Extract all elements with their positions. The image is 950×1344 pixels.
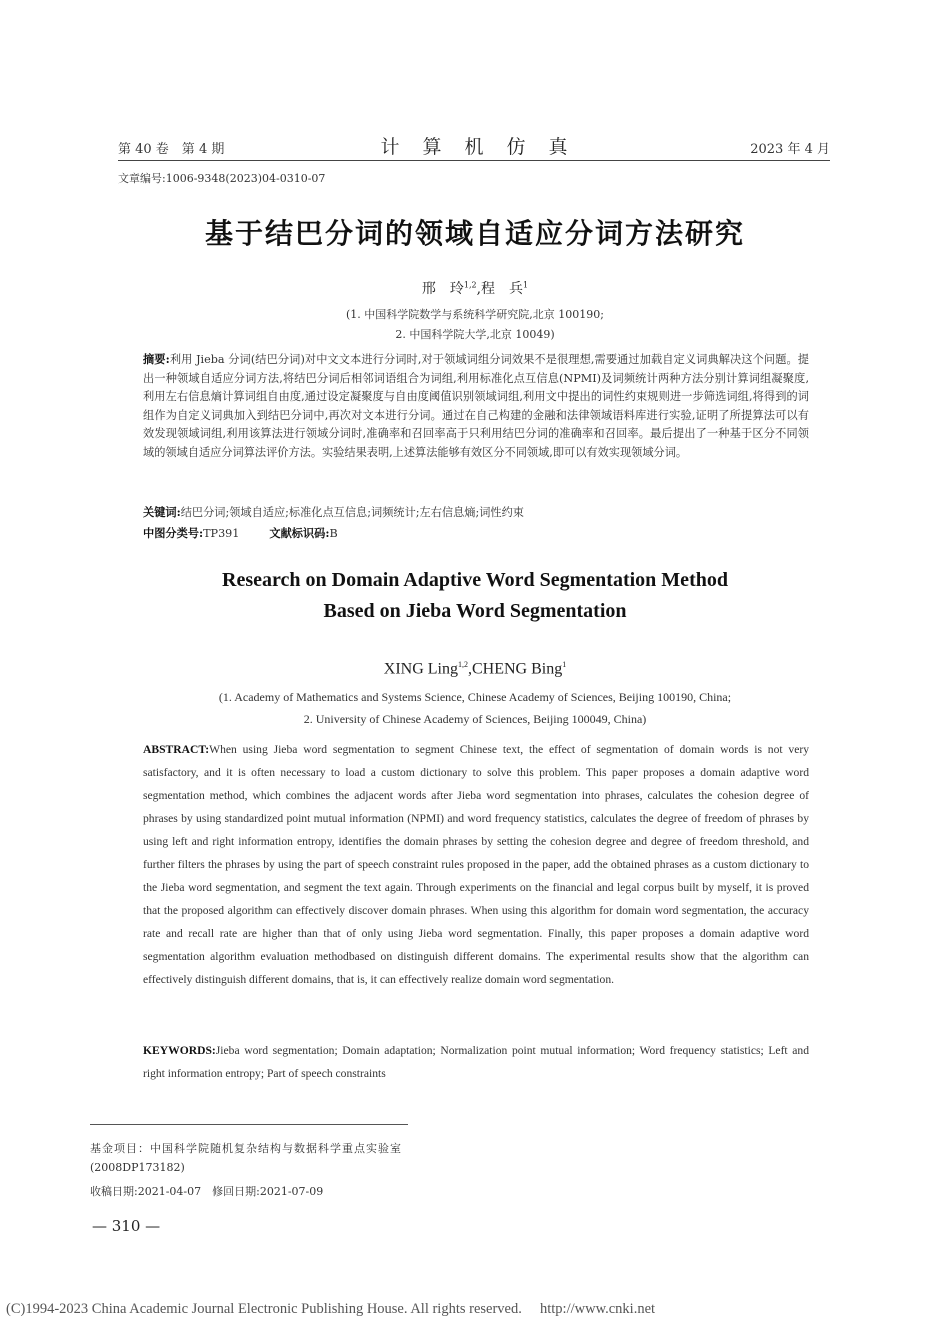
abstract-en-label: ABSTRACT: [143,743,210,756]
author-1-cn: 邢 玲 [421,281,464,297]
abstract-en-text: When using Jieba word segmentation to segment Chinese text, the effect of segmentation of domain words is not very satisfactory, and it is often necessary to load a custom dictionary to solve this problem. This paper proposes a domain adaptive word segmentation method, which combines the adjacent words after Jieba word segmentation into phrases, calculates the cohesion degree of phrases by using standardized point mutual information (NPMI) and word frequency statistics, calculates the degree of freedom of phrases by using left and right information entropy, identifies the domain phrases by setting the cohesion degree and degree of freedom threshold, and further filters the phrases by using the part of speech constraint rules proposed in the paper, add the obtained phrases as a custom dictionary to the Jieba word segmentation, and segment the text again. Through experiments on the financial and legal corpus built by myself, it is proved that the proposed algorithm can effectively discover domain phrases. When using this algorithm for domain word segmentation, the accuracy rate and recall rate are higher than that of only using Jieba word segmentation. Finally, this paper proposes a domain adaptive word segmentation algorithm evaluation methodbased on distinguish different domains. The experimental results show that the algorithm can effectively distinguish different domains, that is, it can effectively realize domain word segmentation. [143,743,809,986]
authors-en [0,660,950,678]
received-dates: 收稿日期:2021-04-07 修回日期:2021-07-09 [90,1185,324,1198]
abstract-cn-text: 利用 Jieba 分词(结巴分词)对中文文本进行分词时,对于领域词组分词效果不是很理想,需要通过加载自定义词典解决这个问题。提出一种领域自适应分词方法,将结巴分词后相邻词语组合为词组,利用标准化点互信息(NPMI)及词频统计两种方法分别计算词组凝聚度,利用左右信息熵计算词组自由度,通过设定凝聚度与自由度阈值识别领域词组,利用文中提出的词性约束规则进一步筛选词组,将得到的词组作为自定义词典加入到结巴分词中,再次对文本进行分词。通过在自己构建的金融和法律领域语料库进行实验,证明了所提算法可以有效发现领域词组,利用该算法进行领域分词时,准确率和召回率高于只利用结巴分词的准确率和召回率。最后提出了一种基于区分不同领域的领域自适应分词算法评价方法。实验结果表明,上述算法能够有效区分不同领域,即可以有效实现领域分词。 [143,353,809,459]
journal-volume: 第 40 卷 第 4 期 [118,142,225,157]
fund-code: (2008DP173182) [90,1161,185,1174]
doc-code-label: 文献标识码: [269,526,330,540]
affiliation-cn-2: 2. 中国科学院大学,北京 10049) [395,328,555,341]
keywords-cn-label: 关键词: [143,505,181,519]
journal-date: 2023 年 4 月 [750,142,830,157]
clc-value: TP391 [203,527,240,540]
abstract-en [143,738,809,991]
header-rule [118,160,830,161]
keywords-en-label: KEYWORDS: [143,1044,216,1057]
keywords-cn [143,503,809,523]
author-2-cn: 程 兵 [481,281,524,297]
title-en-line-2: Based on Jieba Word Segmentation [323,600,627,622]
author-1-en: XING Ling [383,660,458,678]
fund-info: 基金项目：中国科学院随机复杂结构与数据科学重点实验室 [90,1142,402,1155]
author-2-en-sup: 1 [562,660,567,669]
classification-cn [143,524,809,544]
doc-code-value: B [329,527,338,540]
page-number: — 310 — [92,1217,161,1235]
author-2-en: CHENG Bing [471,660,563,678]
title-en-line-1: Research on Domain Adaptive Word Segmentation Method [222,569,728,591]
footnote-rule [90,1124,408,1125]
author-2-cn-sup: 1 [523,280,529,290]
page-title-cn: 基于结巴分词的领域自适应分词方法研究 [204,217,745,250]
clc-label: 中图分类号: [143,526,204,540]
abstract-cn-label: 摘要: [143,352,170,366]
affiliation-cn-1: (1. 中国科学院数学与系统科学研究院,北京 100190; [346,308,604,321]
keywords-en-text: Jieba word segmentation; Domain adaptation; Normalization point mutual information; Word frequency statistics; Left and right information entropy; Part of speech constraints [143,1044,809,1080]
keywords-en [143,1039,809,1085]
author-1-en-sup: 1,2 [457,660,468,669]
abstract-cn [143,350,809,463]
authors-cn [0,278,950,298]
copyright-notice: (C)1994-2023 China Academic Journal Electronic Publishing House. All rights reserved. http://www.cnki.net [6,1301,656,1317]
journal-name: 计 算 机 仿 真 [380,136,570,158]
affiliation-en-2: 2. University of Chinese Academy of Sciences, Beijing 100049, China) [303,712,647,726]
author-1-cn-sup: 1,2 [463,280,477,290]
keywords-cn-text: 结巴分词;领域自适应;标准化点互信息;词频统计;左右信息熵;词性约束 [180,506,524,519]
author-sep-cn: , [476,281,482,297]
author-sep-en: , [467,660,472,678]
affiliation-en-1: (1. Academy of Mathematics and Systems Science, Chinese Academy of Sciences, Beijing 100190, China; [218,690,732,704]
article-number: 文章编号:1006-9348(2023)04-0310-07 [118,172,326,185]
